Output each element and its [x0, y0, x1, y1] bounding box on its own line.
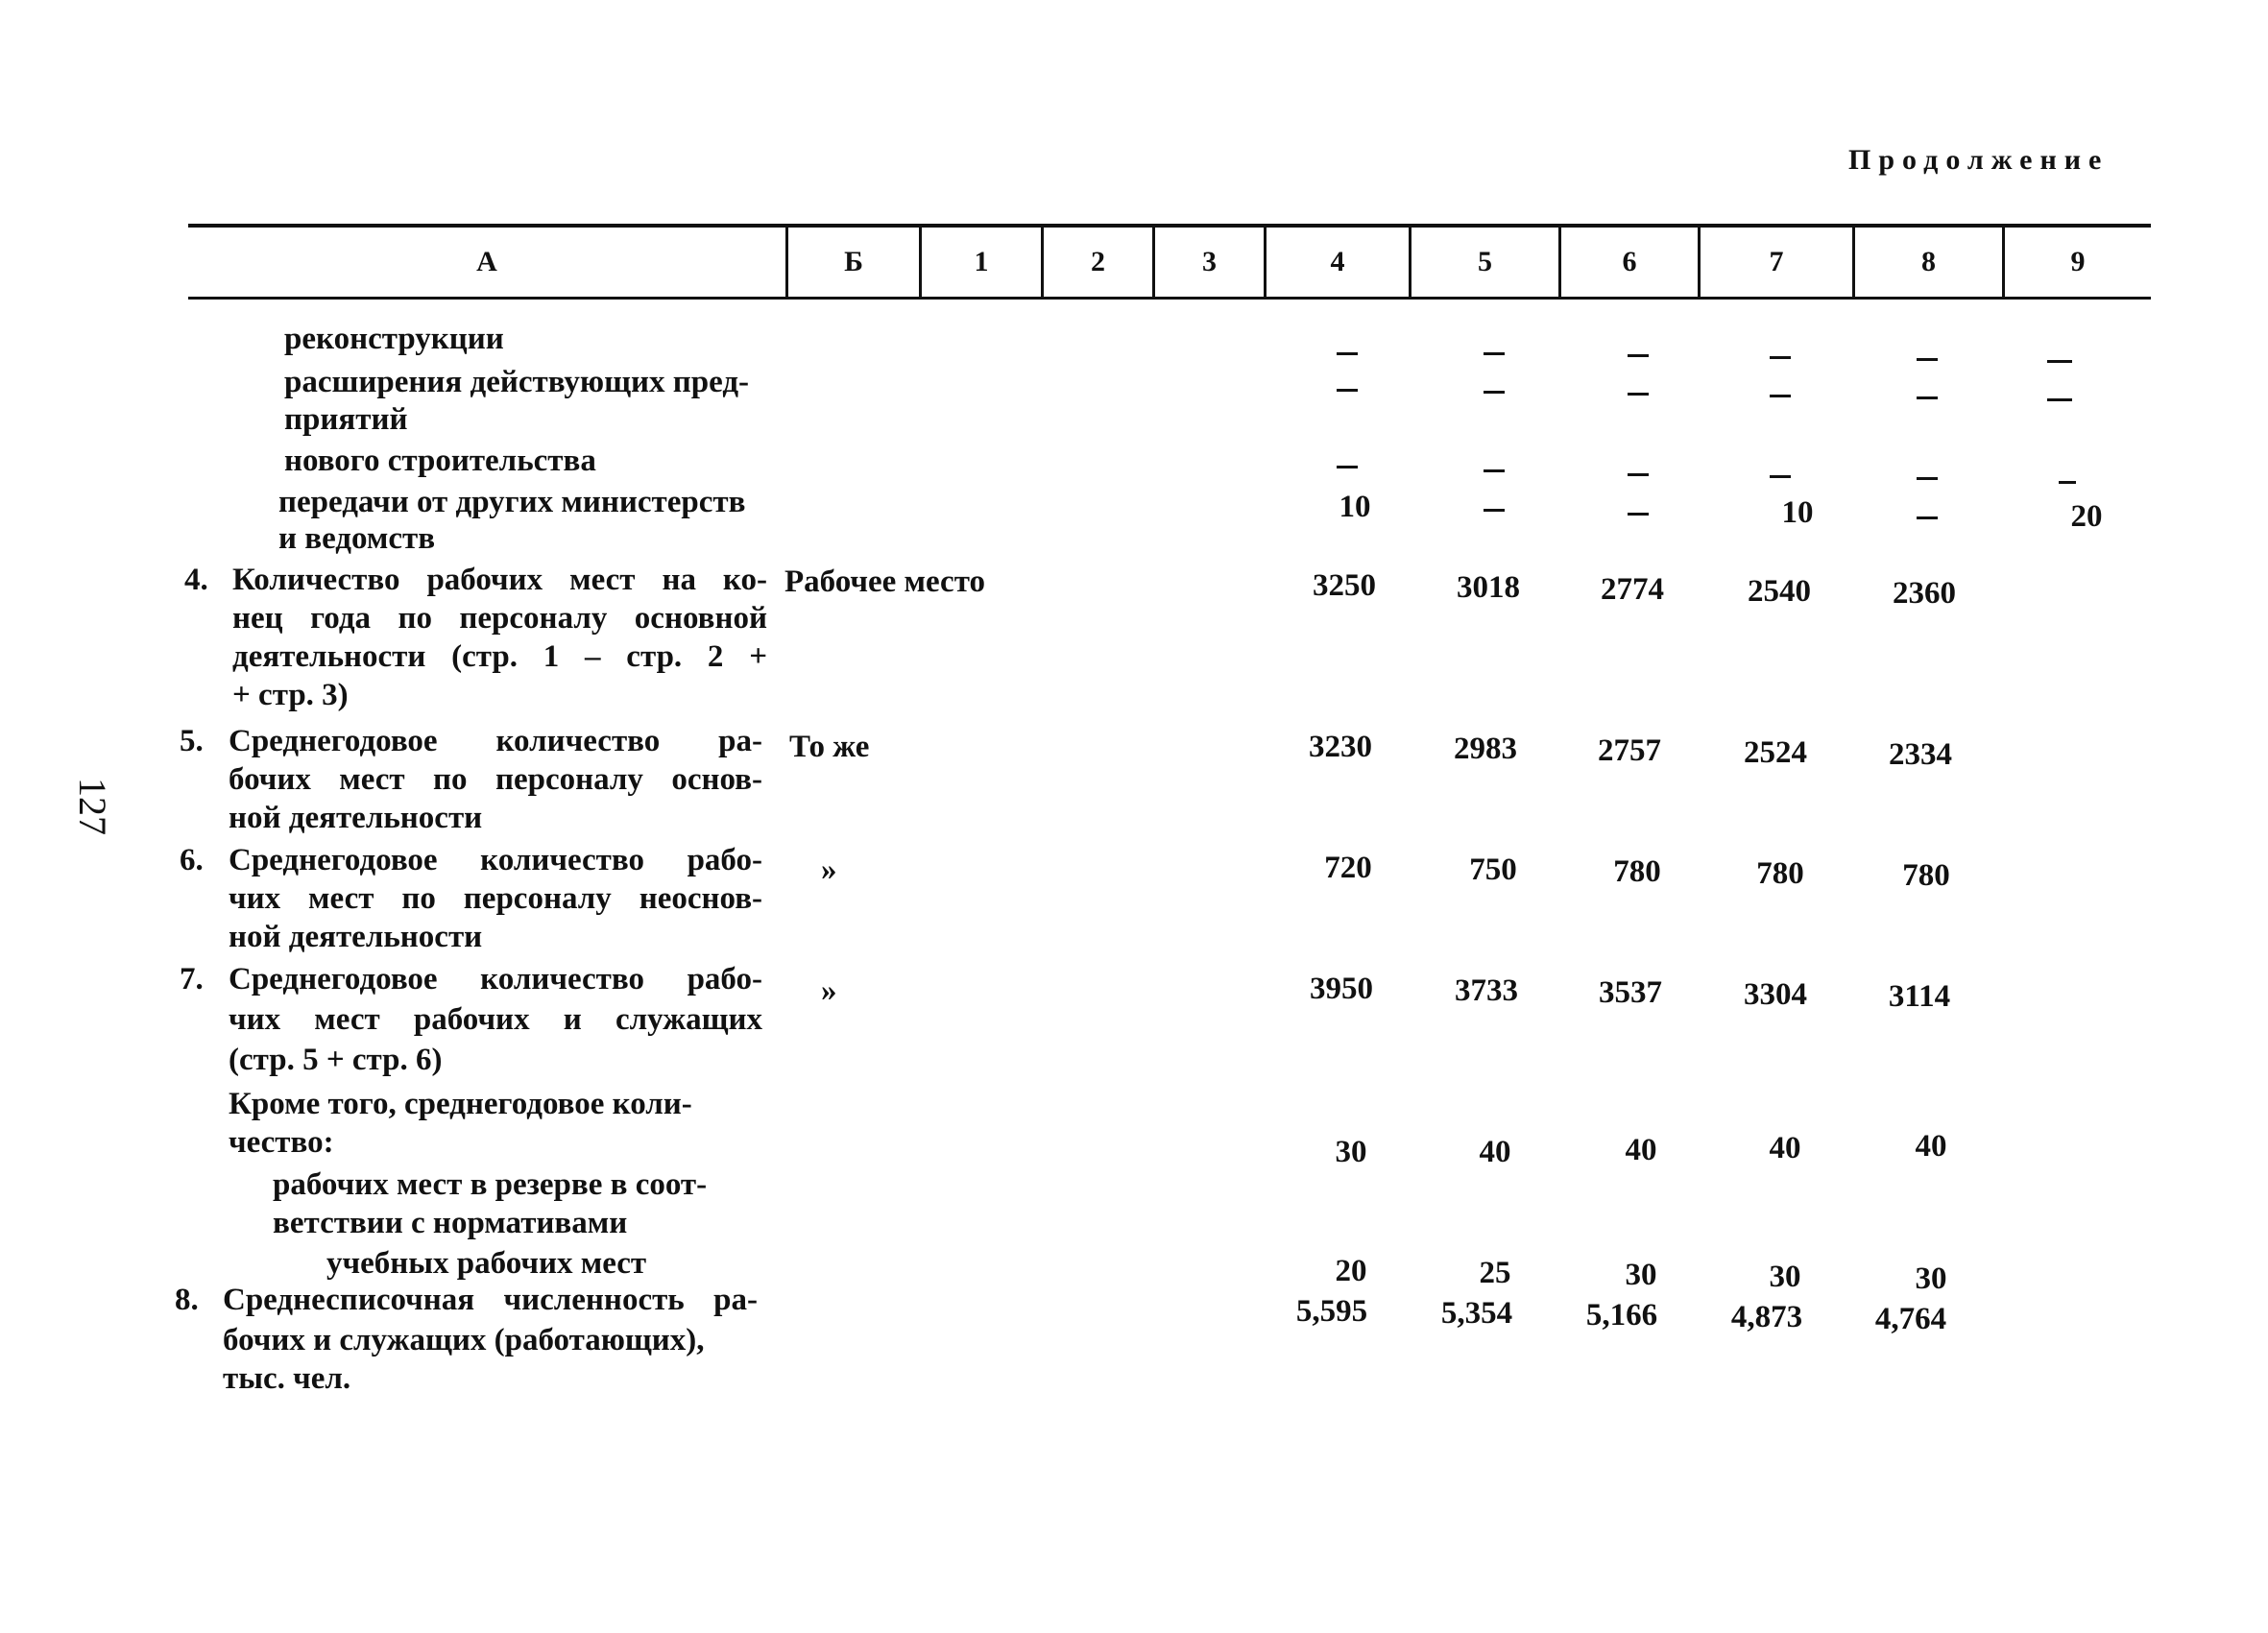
training-value-col8: 30: [1915, 1261, 1947, 1296]
header-col-1: 1: [974, 246, 989, 277]
row-8-label: тыс. чел.: [223, 1361, 351, 1396]
dash-mark: [1484, 469, 1505, 472]
row-6-value-col6: 780: [1613, 854, 1661, 889]
row-8-value-col5: 5,354: [1440, 1296, 1513, 1331]
dash-mark: [1628, 393, 1649, 396]
row-6-value-col4: 720: [1324, 851, 1372, 885]
continuation-label: Продолжение: [1848, 144, 2110, 176]
reserve-value-col7: 40: [1769, 1131, 1801, 1165]
row-5-number: 5.: [180, 724, 204, 758]
row-6-unit: »: [821, 853, 837, 887]
row-new-construction-label: нового строительства: [284, 444, 596, 478]
row-6-label: чих мест по персоналу неоснов-: [229, 881, 762, 916]
row-5-value-col8: 2334: [1889, 737, 1952, 772]
row-5-label: Среднегодовое количество ра-: [229, 724, 762, 758]
row-5-value-col7: 2524: [1744, 735, 1807, 770]
transfer-value-col7: 10: [1781, 495, 1814, 530]
transfer-value-col9: 20: [2070, 499, 2103, 534]
row-7-label: Среднегодовое количество рабо-: [229, 962, 762, 997]
dash-mark: [1770, 395, 1791, 397]
dash-mark: [1770, 356, 1791, 359]
row-expansion-label: приятий: [284, 402, 408, 437]
training-label: учебных рабочих мест: [326, 1246, 647, 1281]
row-4-number: 4.: [184, 563, 208, 597]
besides-intro: чество:: [229, 1125, 334, 1160]
row-7-value-col4: 3950: [1310, 972, 1373, 1006]
row-7-label: чих мест рабочих и служащих: [229, 1002, 762, 1037]
row-8-value-col4: 5,595: [1295, 1294, 1368, 1329]
dash-mark: [1628, 473, 1649, 476]
row-8-value-col6: 5,166: [1585, 1298, 1658, 1333]
dash-mark: [1917, 516, 1938, 519]
dash-mark: [1770, 475, 1791, 478]
header-col-7: 7: [1769, 246, 1784, 277]
row-transfer-label: передачи от других министерств: [278, 485, 746, 519]
row-8-value-col7: 4,873: [1730, 1300, 1803, 1334]
page-number: 127: [71, 778, 114, 835]
row-4-value-col8: 2360: [1893, 576, 1956, 611]
row-6-number: 6.: [180, 843, 204, 877]
row-7-value-col8: 3114: [1888, 979, 1951, 1014]
training-value-col6: 30: [1625, 1258, 1657, 1292]
row-4-label: Количество рабочих мест на ко-: [232, 563, 767, 597]
row-5-label: ной деятельности: [229, 801, 483, 835]
dash-mark: [1917, 396, 1938, 399]
reserve-value-col6: 40: [1625, 1133, 1657, 1167]
header-col-5: 5: [1478, 246, 1492, 277]
row-6-value-col8: 780: [1902, 858, 1950, 893]
row-6-label: Среднегодовое количество рабо-: [229, 843, 762, 877]
dash-mark: [2047, 360, 2072, 363]
transfer-value-col4: 10: [1339, 490, 1371, 524]
row-4-value-col5: 3018: [1457, 570, 1520, 605]
training-value-col4: 20: [1335, 1254, 1367, 1288]
row-4-label: + стр. 3): [232, 678, 349, 712]
row-6-value-col7: 780: [1756, 856, 1804, 891]
row-6-label: ной деятельности: [229, 920, 483, 954]
dash-mark: [1917, 477, 1938, 480]
row-8-label: бочих и служащих (работающих),: [223, 1323, 705, 1357]
header-col-8: 8: [1921, 246, 1936, 277]
dash-mark: [2059, 481, 2076, 484]
row-7-value-col6: 3537: [1599, 975, 1662, 1010]
header-col-b: Б: [844, 246, 863, 277]
header-col-4: 4: [1330, 246, 1345, 277]
training-value-col5: 25: [1479, 1256, 1511, 1290]
reserve-value-col4: 30: [1335, 1135, 1367, 1169]
dash-mark: [1337, 466, 1358, 468]
row-5-label: бочих мест по персоналу основ-: [229, 762, 762, 797]
row-8-label: Среднесписочная численность ра-: [223, 1283, 758, 1317]
row-4-value-col7: 2540: [1748, 574, 1811, 609]
reserve-value-col5: 40: [1479, 1135, 1511, 1169]
row-7-label: (стр. 5 + стр. 6): [229, 1043, 443, 1077]
row-4-value-col4: 3250: [1313, 568, 1376, 603]
row-5-value-col5: 2983: [1454, 732, 1517, 766]
row-transfer-label: и ведомств: [278, 521, 436, 556]
header-col-6: 6: [1622, 246, 1637, 277]
row-5-value-col4: 3230: [1309, 730, 1372, 764]
row-5-value-col6: 2757: [1598, 733, 1661, 768]
row-7-number: 7.: [180, 962, 204, 997]
header-col-9: 9: [2070, 246, 2086, 277]
dash-mark: [1917, 358, 1938, 361]
row-7-unit: »: [821, 973, 837, 1008]
row-reconstruction-label: реконструкции: [284, 322, 504, 356]
besides-intro: Кроме того, среднегодовое коли-: [229, 1087, 692, 1121]
dash-mark: [1337, 389, 1358, 392]
header-col-2: 2: [1091, 246, 1105, 277]
dash-mark: [1484, 509, 1505, 512]
row-4-label: деятельности (стр. 1 – стр. 2 +: [232, 639, 767, 674]
row-8-value-col8: 4,764: [1874, 1302, 1947, 1336]
row-4-label: нец года по персоналу основной: [232, 601, 767, 636]
dash-mark: [2047, 398, 2072, 401]
row-8-number: 8.: [175, 1283, 199, 1317]
dash-mark: [1628, 513, 1649, 516]
row-4-value-col6: 2774: [1601, 572, 1664, 607]
dash-mark: [1484, 391, 1505, 394]
header-col-3: 3: [1202, 246, 1217, 277]
dash-mark: [1628, 354, 1649, 357]
row-4-unit: Рабочее место: [784, 564, 985, 599]
reserve-label: ветствии с нормативами: [273, 1206, 628, 1240]
row-expansion-label: расширения действующих пред-: [284, 365, 750, 399]
dash-mark: [1337, 352, 1358, 355]
row-5-unit: То же: [789, 730, 870, 764]
row-7-value-col5: 3733: [1455, 973, 1518, 1008]
row-7-value-col7: 3304: [1744, 977, 1807, 1012]
reserve-value-col8: 40: [1915, 1129, 1947, 1164]
row-6-value-col5: 750: [1469, 853, 1517, 887]
dash-mark: [1484, 352, 1505, 355]
header-col-a: А: [476, 246, 497, 277]
training-value-col7: 30: [1769, 1260, 1801, 1294]
table-header-bottom-rule: [188, 297, 2151, 300]
reserve-label: рабочих мест в резерве в соот-: [273, 1167, 708, 1202]
